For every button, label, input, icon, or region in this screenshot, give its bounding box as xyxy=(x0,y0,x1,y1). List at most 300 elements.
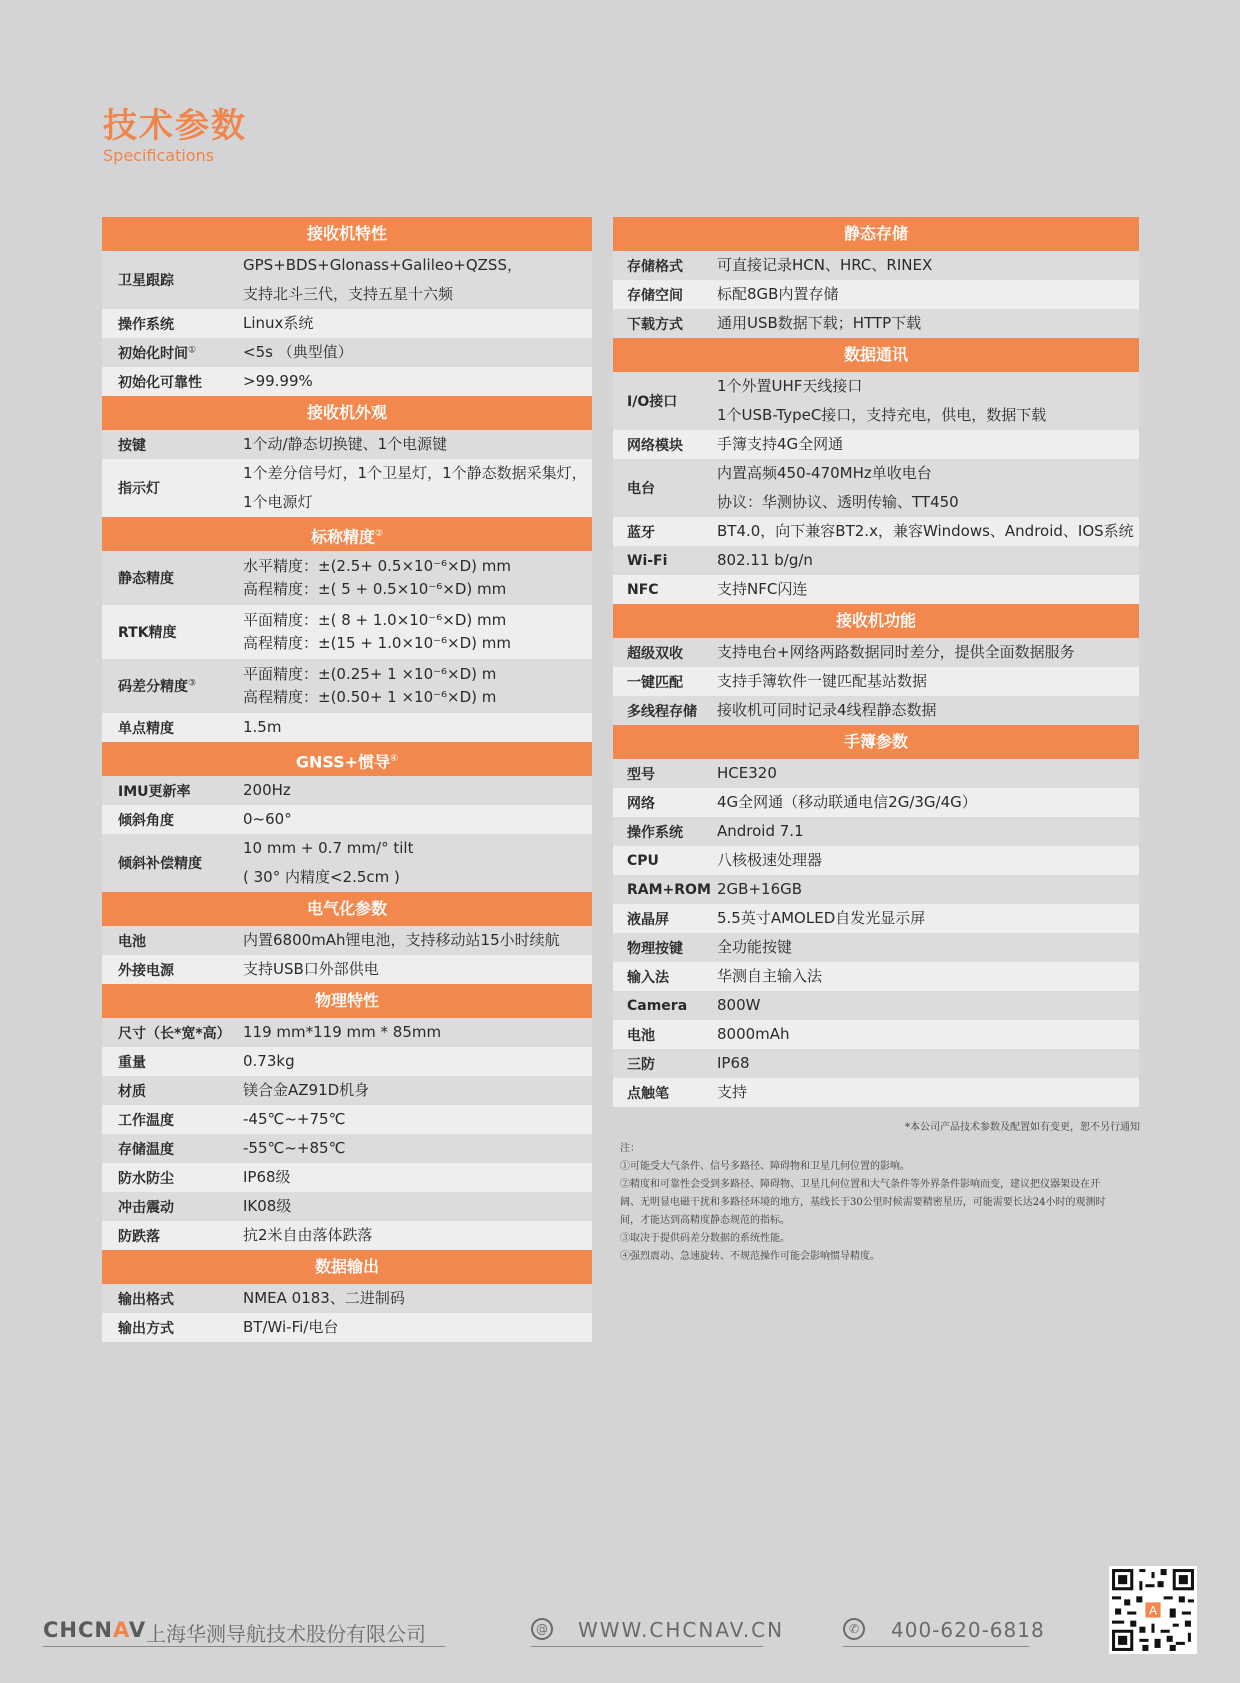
spec-label-text: Camera xyxy=(627,997,688,1014)
phone-number: 400-620-6818 xyxy=(891,1618,1045,1642)
spec-value-line: -55℃~+85℃ xyxy=(243,1139,346,1157)
section-gnss_ins xyxy=(102,742,592,892)
spec-label-text: Wi-Fi xyxy=(627,552,668,569)
spec-value-line: -45℃~+75℃ xyxy=(243,1110,346,1128)
spec-value-line: 镁合金AZ91D机身 xyxy=(243,1081,370,1099)
spec-label-text: 输出方式 xyxy=(118,1320,174,1337)
spec-value xyxy=(717,638,1139,667)
spec-label xyxy=(613,998,717,1014)
spec-rows xyxy=(102,1018,592,1250)
spec-value-line: 800W xyxy=(717,996,761,1014)
footnote-mark: ③ xyxy=(188,678,197,689)
note-line: ③取决于提供码差分数据的系统性能。 xyxy=(620,1233,790,1244)
spec-row xyxy=(102,805,592,834)
spec-value-line: 内置高频450-470MHz单收电台 xyxy=(717,464,932,482)
spec-value-line: 协议：华测协议、透明传输、TT450 xyxy=(717,493,959,511)
spec-label xyxy=(102,314,243,334)
spec-value-line: 1个差分信号灯，1个卫星灯，1个静态数据采集灯， xyxy=(243,464,587,482)
section-header xyxy=(102,1250,592,1284)
spec-label xyxy=(102,1110,243,1130)
section-header xyxy=(613,217,1139,251)
spec-row xyxy=(613,546,1139,575)
spec-value xyxy=(243,1134,592,1163)
spec-rows xyxy=(102,551,592,742)
spec-rows xyxy=(613,638,1139,725)
spec-value-line: 高程精度：±( 5 + 0.5×10⁻⁶×D) mm xyxy=(243,580,507,598)
spec-row xyxy=(102,430,592,459)
spec-row xyxy=(613,759,1139,788)
spec-value xyxy=(717,875,1139,904)
spec-label-text: 码差分精度 xyxy=(118,679,188,695)
spec-value-line: 内置6800mAh锂电池，支持移动站15小时续航 xyxy=(243,931,560,949)
spec-value xyxy=(717,667,1139,696)
spec-label xyxy=(613,793,717,813)
footnote-mark: ④ xyxy=(390,754,399,764)
spec-value xyxy=(243,605,592,659)
spec-label-text: I/O接口 xyxy=(627,394,678,410)
spec-label xyxy=(102,718,243,738)
spec-label xyxy=(102,435,243,455)
spec-value-line: BT4.0，向下兼容BT2.x，兼容Windows、Android、IOS系统 xyxy=(717,522,1134,540)
spec-value-line: 高程精度：±(15 + 1.0×10⁻⁶×D) mm xyxy=(243,634,512,652)
spec-value-line: >99.99% xyxy=(243,372,313,390)
spec-value xyxy=(717,817,1139,846)
spec-row xyxy=(102,338,592,367)
spec-label-text: 电池 xyxy=(118,933,146,950)
spec-label-text: 存储格式 xyxy=(627,258,683,275)
section-title: 接收机功能 xyxy=(835,611,916,630)
spec-label xyxy=(102,1081,243,1101)
section-physical xyxy=(102,984,592,1250)
spec-label xyxy=(613,314,717,334)
at-icon: @ xyxy=(531,1618,553,1640)
section-controller xyxy=(613,725,1139,1107)
spec-value xyxy=(243,551,592,605)
footer xyxy=(0,1610,1240,1650)
spec-row xyxy=(613,309,1139,338)
spec-value-line: 支持NFC闪连 xyxy=(717,580,808,598)
spec-label xyxy=(613,672,717,692)
spec-value xyxy=(243,834,592,892)
section-data_output xyxy=(102,1250,592,1342)
website-underline xyxy=(531,1646,763,1647)
spec-value-line: 水平精度：±(2.5+ 0.5×10⁻⁶×D) mm xyxy=(243,557,512,575)
spec-row xyxy=(613,517,1139,546)
notes xyxy=(620,1140,1140,1266)
spec-value xyxy=(717,904,1139,933)
section-receiver_features xyxy=(102,217,592,396)
company-name: 上海华测导航技术股份有限公司 xyxy=(146,1622,426,1646)
spec-value-line: ( 30° 内精度<2.5cm ) xyxy=(243,868,400,886)
spec-row xyxy=(613,1078,1139,1107)
section-title: 接收机特性 xyxy=(306,224,387,243)
footnote-mark: ① xyxy=(188,344,197,355)
spec-row xyxy=(613,933,1139,962)
section-data_comm xyxy=(613,338,1139,604)
spec-label-text: 卫星跟踪 xyxy=(118,273,174,289)
spec-label-text: 蓝牙 xyxy=(627,524,655,541)
spec-row xyxy=(613,875,1139,904)
spec-label-text: 材质 xyxy=(118,1083,146,1100)
brand-logo: CHCNAV xyxy=(43,1618,147,1642)
spec-label-text: 操作系统 xyxy=(627,824,683,841)
section-header xyxy=(102,984,592,1018)
spec-label xyxy=(613,285,717,305)
spec-row xyxy=(613,1020,1139,1049)
section-static_storage xyxy=(613,217,1139,338)
spec-label-text: 指示灯 xyxy=(118,481,160,497)
spec-value xyxy=(243,1313,592,1342)
spec-label xyxy=(613,967,717,987)
spec-label-text: 防跌落 xyxy=(118,1228,160,1245)
spec-row xyxy=(613,667,1139,696)
spec-label xyxy=(613,435,717,455)
spec-label-text: 冲击震动 xyxy=(118,1199,174,1216)
spec-value-line: 5.5英寸AMOLED自发光显示屏 xyxy=(717,909,926,927)
spec-label xyxy=(613,909,717,929)
spec-rows xyxy=(613,372,1139,604)
spec-value-line: 1个动/静态切换键、1个电源键 xyxy=(243,435,448,453)
left-column xyxy=(102,217,592,1342)
spec-label xyxy=(613,582,717,598)
section-header xyxy=(102,517,592,551)
section-title: 接收机外观 xyxy=(306,403,387,422)
section-header xyxy=(613,725,1139,759)
spec-value xyxy=(717,991,1139,1020)
spec-row xyxy=(102,1313,592,1342)
spec-row xyxy=(613,696,1139,725)
spec-label-text: 三防 xyxy=(627,1056,655,1073)
spec-value xyxy=(717,372,1139,430)
spec-row xyxy=(613,251,1139,280)
spec-row xyxy=(613,991,1139,1020)
spec-label xyxy=(613,882,717,898)
spec-label xyxy=(613,764,717,784)
spec-row xyxy=(102,309,592,338)
spec-label-text: 外接电源 xyxy=(118,962,174,979)
spec-label xyxy=(102,568,243,588)
spec-value-line: 1个USB-TypeC接口，支持充电，供电，数据下载 xyxy=(717,406,1047,424)
spec-value-line: 10 mm + 0.7 mm/° tilt xyxy=(243,839,414,857)
spec-label-text: 超级双收 xyxy=(627,645,683,662)
spec-label-text: 存储空间 xyxy=(627,287,683,304)
spec-value-line: 接收机可同时记录4线程静态数据 xyxy=(717,701,937,719)
spec-value-line: 支持 xyxy=(717,1083,748,1101)
section-header xyxy=(613,604,1139,638)
spec-value-line: IP68 xyxy=(717,1054,750,1072)
spec-value xyxy=(243,1163,592,1192)
section-header xyxy=(102,742,592,776)
spec-value xyxy=(243,776,592,805)
spec-row xyxy=(613,430,1139,459)
spec-value-line: 0~60° xyxy=(243,810,292,828)
spec-label xyxy=(613,853,717,869)
spec-value-line: 抗2米自由落体跌落 xyxy=(243,1226,373,1244)
right-column xyxy=(613,217,1139,1107)
spec-value xyxy=(717,933,1139,962)
spec-row xyxy=(613,846,1139,875)
spec-value xyxy=(243,1221,592,1250)
spec-label xyxy=(613,1054,717,1074)
spec-row xyxy=(102,834,592,892)
section-title: 电气化参数 xyxy=(306,899,387,918)
spec-value xyxy=(717,846,1139,875)
spec-value xyxy=(243,1284,592,1313)
spec-value-line: 8000mAh xyxy=(717,1025,790,1043)
spec-label xyxy=(613,938,717,958)
spec-label-text: 倾斜补偿精度 xyxy=(118,856,202,872)
spec-label-text: 多线程存储 xyxy=(627,703,697,720)
spec-label-text: 电台 xyxy=(627,481,655,497)
spec-label xyxy=(102,343,243,363)
spec-label xyxy=(613,391,717,411)
section-title: 标称精度 xyxy=(310,527,375,547)
spec-value-line: 1个电源灯 xyxy=(243,493,313,511)
section-title: 数据通讯 xyxy=(843,345,908,364)
spec-value xyxy=(717,251,1139,280)
spec-label xyxy=(613,522,717,542)
spec-label xyxy=(102,931,243,951)
spec-value-line: 2GB+16GB xyxy=(717,880,803,898)
spec-label xyxy=(102,622,243,642)
spec-value-line: 支持北斗三代，支持五星十六频 xyxy=(243,285,454,303)
spec-row xyxy=(102,1047,592,1076)
spec-value xyxy=(243,459,593,517)
spec-label xyxy=(102,960,243,980)
spec-row xyxy=(613,904,1139,933)
spec-row xyxy=(613,788,1139,817)
spec-label xyxy=(102,478,243,498)
spec-label xyxy=(613,553,717,569)
spec-value xyxy=(717,1020,1139,1049)
spec-row xyxy=(102,1221,592,1250)
spec-label-text: 尺寸（长*宽*高） xyxy=(118,1025,231,1042)
spec-label-text: RAM+ROM xyxy=(627,881,711,898)
spec-value xyxy=(717,962,1139,991)
spec-value-line: 八核极速处理器 xyxy=(717,851,823,869)
spec-label-text: 输入法 xyxy=(627,969,669,986)
spec-value-line: 通用USB数据下载；HTTP下载 xyxy=(717,314,922,332)
spec-value xyxy=(243,659,592,713)
spec-label-text: 工作温度 xyxy=(118,1112,174,1129)
spec-value xyxy=(243,926,592,955)
section-title: 静态存储 xyxy=(843,224,908,243)
section-electrical xyxy=(102,892,592,984)
spec-label xyxy=(102,1023,243,1043)
spec-row xyxy=(613,280,1139,309)
spec-rows xyxy=(102,430,592,517)
spec-label xyxy=(102,810,243,830)
spec-label-text: 电池 xyxy=(627,1027,655,1044)
spec-rows xyxy=(102,776,592,892)
spec-label-text: 存储温度 xyxy=(118,1141,174,1158)
spec-label-text: 型号 xyxy=(627,766,655,783)
spec-value-line: 4G全网通（移动联通电信2G/3G/4G） xyxy=(717,793,977,811)
spec-rows xyxy=(102,1284,592,1342)
spec-label xyxy=(613,1025,717,1045)
spec-value xyxy=(717,788,1139,817)
section-header xyxy=(613,338,1139,372)
spec-row xyxy=(102,605,592,659)
section-header xyxy=(102,217,592,251)
spec-value xyxy=(243,1047,592,1076)
spec-value-line: HCE320 xyxy=(717,764,777,782)
spec-rows xyxy=(613,759,1139,1107)
spec-row xyxy=(613,459,1139,517)
spec-rows xyxy=(102,926,592,984)
spec-value xyxy=(243,1018,592,1047)
spec-value xyxy=(717,309,1139,338)
spec-value-line: Linux系统 xyxy=(243,314,314,332)
spec-row xyxy=(102,1192,592,1221)
spec-row xyxy=(102,1284,592,1313)
spec-row xyxy=(102,955,592,984)
spec-value xyxy=(717,696,1139,725)
spec-label xyxy=(102,1318,243,1338)
spec-value-line: 支持手簿软件一键匹配基站数据 xyxy=(717,672,928,690)
spec-row xyxy=(102,367,592,396)
spec-value-line: BT/Wi-Fi/电台 xyxy=(243,1318,339,1336)
spec-row xyxy=(102,251,592,309)
spec-label xyxy=(102,781,243,801)
spec-value xyxy=(243,713,592,742)
spec-value-line: IP68级 xyxy=(243,1168,291,1186)
spec-label xyxy=(102,1168,243,1188)
spec-label-text: 初始化可靠性 xyxy=(118,374,202,391)
spec-label-text: CPU xyxy=(627,852,659,869)
spec-label-text: 点触笔 xyxy=(627,1085,669,1102)
spec-label-text: 倾斜角度 xyxy=(118,812,174,829)
spec-label-text: 下载方式 xyxy=(627,316,683,333)
spec-value-line: 1.5m xyxy=(243,718,282,736)
spec-value-line: IK08级 xyxy=(243,1197,292,1215)
svg-text:A: A xyxy=(1148,1603,1158,1618)
spec-value-line: 标配8GB内置存储 xyxy=(717,285,839,303)
spec-value xyxy=(717,517,1140,546)
section-header xyxy=(102,396,592,430)
spec-label-text: 输出格式 xyxy=(118,1291,174,1308)
spec-value-line: 支持USB口外部供电 xyxy=(243,960,379,978)
spec-value-line: 支持电台+网络两路数据同时差分，提供全面数据服务 xyxy=(717,643,1075,661)
section-header xyxy=(102,892,592,926)
spec-value-line: <5s （典型值） xyxy=(243,343,353,361)
disclaimer: *本公司产品技术参数及配置如有变更，恕不另行通知 xyxy=(905,1122,1140,1133)
phone-icon: ✆ xyxy=(843,1618,865,1640)
spec-value xyxy=(717,575,1139,604)
spec-rows xyxy=(613,251,1139,338)
notes-label: 注： xyxy=(620,1143,640,1154)
spec-value xyxy=(717,430,1139,459)
page-subtitle: Specifications xyxy=(103,146,215,165)
spec-label xyxy=(102,1226,243,1246)
spec-value xyxy=(243,955,592,984)
spec-row xyxy=(102,1105,592,1134)
spec-value-line: GPS+BDS+Glonass+Galileo+QZSS， xyxy=(243,256,522,274)
spec-value-line: 平面精度：±( 8 + 1.0×10⁻⁶×D) mm xyxy=(243,611,507,629)
spec-value-line: 高程精度：±(0.50+ 1 ×10⁻⁶×D) m xyxy=(243,688,497,706)
spec-label xyxy=(102,676,243,696)
spec-label xyxy=(102,853,243,873)
section-receiver_functions xyxy=(613,604,1139,725)
spec-value xyxy=(717,1049,1139,1078)
spec-value-line: 全功能按键 xyxy=(717,938,793,956)
spec-label-text: 防水防尘 xyxy=(118,1170,174,1187)
spec-label xyxy=(613,256,717,276)
spec-row xyxy=(102,1018,592,1047)
company-underline xyxy=(43,1646,445,1647)
spec-label-text: 网络模块 xyxy=(627,437,683,454)
spec-value-line: 1个外置UHF天线接口 xyxy=(717,377,863,395)
spec-row xyxy=(613,962,1139,991)
footnote-mark: ② xyxy=(374,529,384,539)
spec-row xyxy=(613,1049,1139,1078)
spec-value xyxy=(243,367,592,396)
spec-row xyxy=(613,575,1139,604)
spec-value xyxy=(243,309,592,338)
spec-label-text: 一键匹配 xyxy=(627,674,683,691)
section-title: 数据输出 xyxy=(314,1257,379,1276)
website-link[interactable]: WWW.CHCNAV.CN xyxy=(578,1618,785,1642)
spec-label-text: 按键 xyxy=(118,437,146,454)
spec-label xyxy=(102,1197,243,1217)
spec-row xyxy=(102,926,592,955)
spec-row xyxy=(613,817,1139,846)
spec-value-line: 802.11 b/g/n xyxy=(717,551,813,569)
spec-value-line: 手簿支持4G全网通 xyxy=(717,435,844,453)
spec-value xyxy=(243,251,592,309)
spec-value xyxy=(243,1192,592,1221)
spec-value xyxy=(243,1105,592,1134)
spec-value xyxy=(243,805,592,834)
spec-value xyxy=(243,1076,592,1105)
spec-value-line: NMEA 0183、二进制码 xyxy=(243,1289,405,1307)
spec-label xyxy=(613,701,717,721)
spec-row xyxy=(102,459,592,517)
spec-value xyxy=(717,280,1139,309)
spec-label xyxy=(613,1083,717,1103)
spec-label-text: RTK精度 xyxy=(118,625,177,641)
spec-label xyxy=(613,643,717,663)
spec-row xyxy=(613,638,1139,667)
spec-row xyxy=(102,713,592,742)
spec-value xyxy=(717,546,1139,575)
spec-label xyxy=(613,822,717,842)
spec-label-text: 操作系统 xyxy=(118,316,174,333)
spec-label xyxy=(102,1289,243,1309)
section-receiver_appearance xyxy=(102,396,592,517)
section-accuracy xyxy=(102,517,592,742)
spec-value-line: 可直接记录HCN、HRC、RINEX xyxy=(717,256,933,274)
spec-label-text: 重量 xyxy=(118,1054,146,1071)
spec-row xyxy=(102,1076,592,1105)
spec-label xyxy=(102,270,243,290)
spec-value-line: 0.73kg xyxy=(243,1052,295,1070)
note-line: 间，才能达到高精度静态规范的指标。 xyxy=(620,1215,790,1226)
page-title: 技术参数 xyxy=(103,106,247,146)
section-title: GNSS+惯导 xyxy=(295,752,391,772)
section-title: 物理特性 xyxy=(314,991,379,1010)
spec-label-text: 静态精度 xyxy=(118,571,174,587)
spec-label xyxy=(102,1052,243,1072)
note-line: ④强烈震动、急速旋转、不规范操作可能会影响惯导精度。 xyxy=(620,1251,880,1262)
note-line: ②精度和可靠性会受到多路径、障碍物、卫星几何位置和大气条件等外界条件影响而变，建议把仪器架设在开 xyxy=(620,1179,1100,1190)
qr-code[interactable] xyxy=(1109,1566,1197,1654)
spec-label xyxy=(613,478,717,498)
spec-rows xyxy=(102,251,592,396)
note-line: 阔、无明显电磁干扰和多路径环境的地方，基线长于30公里时候需要精密星历，可能需要长达24小时的观测时 xyxy=(620,1197,1106,1208)
spec-label-text: 初始化时间 xyxy=(118,345,188,362)
spec-row xyxy=(613,372,1139,430)
